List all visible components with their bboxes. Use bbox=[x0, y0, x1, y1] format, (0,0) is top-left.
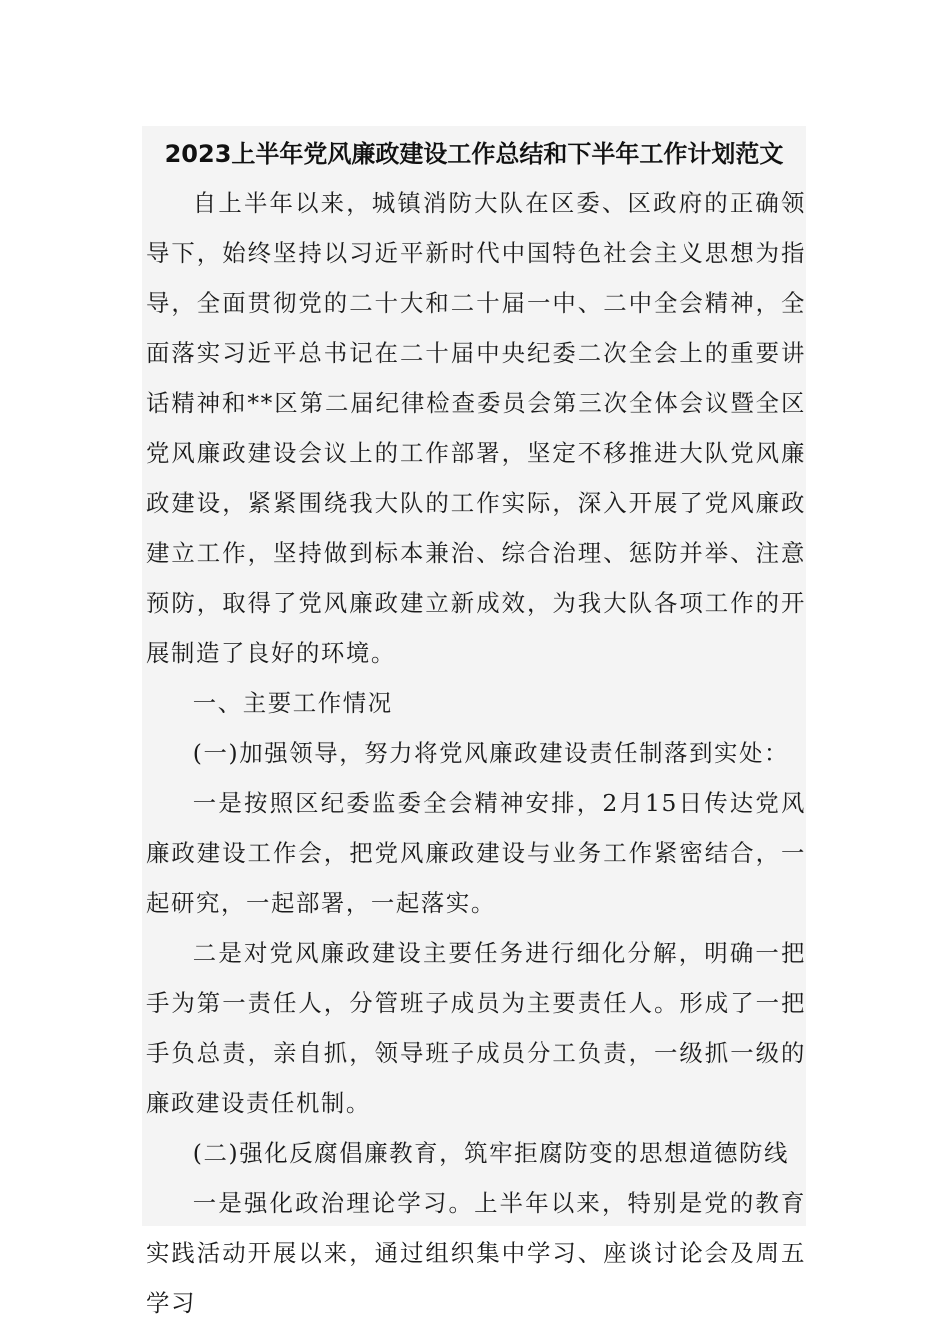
document-body bbox=[146, 178, 806, 1328]
subsection-heading-1: (一)加强领导，努力将党风廉政建设责任制落到实处： bbox=[192, 739, 790, 767]
document-title: 2023上半年党风廉政建设工作总结和下半年工作计划范文 bbox=[164, 140, 784, 168]
subsection-heading-2: (二)强化反腐倡廉教育，筑牢拒腐防变的思想道德防线 bbox=[192, 1139, 790, 1167]
paragraph-item-2: 二是对党风廉政建设主要任务进行细化分解，明确一把手为第一责任人，分管班子成员为主要责任人。形成了一把手负总责，亲自抓，领导班子成员分工负责，一级抓一级的廉政建设责任机制。 bbox=[146, 939, 806, 1117]
paragraph-item-1: 一是按照区纪委监委全会精神安排，2月15日传达党风廉政建设工作会，把党风廉政建设与业务工作紧密结合，一起研究，一起部署，一起落实。 bbox=[146, 789, 806, 917]
section-heading-1: 一、主要工作情况 bbox=[192, 689, 393, 717]
paragraph-intro: 自上半年以来，城镇消防大队在区委、区政府的正确领导下，始终坚持以习近平新时代中国特色社会主义思想为指导，全面贯彻党的二十大和二十届一中、二中全会精神，全面落实习近平总书记在二十届中央纪委二次全会上的重要讲话精神和**区第二届纪律检查委员会第三次全体会议暨全区党风廉政建设会议上的工作部署，坚定不移推进大队党风廉政建设，紧紧围绕我大队的工作实际，深入开展了党风廉政建立工作，坚持做到标本兼治、综合治理、惩防并举、注意预防，取得了党风廉政建立新成效，为我大队各项工作的开展制造了良好的环境。 bbox=[146, 189, 806, 667]
paragraph-item-3: 一是强化政治理论学习。上半年以来，特别是党的教育实践活动开展以来，通过组织集中学习、座谈讨论会及周五学习 bbox=[146, 1189, 806, 1317]
